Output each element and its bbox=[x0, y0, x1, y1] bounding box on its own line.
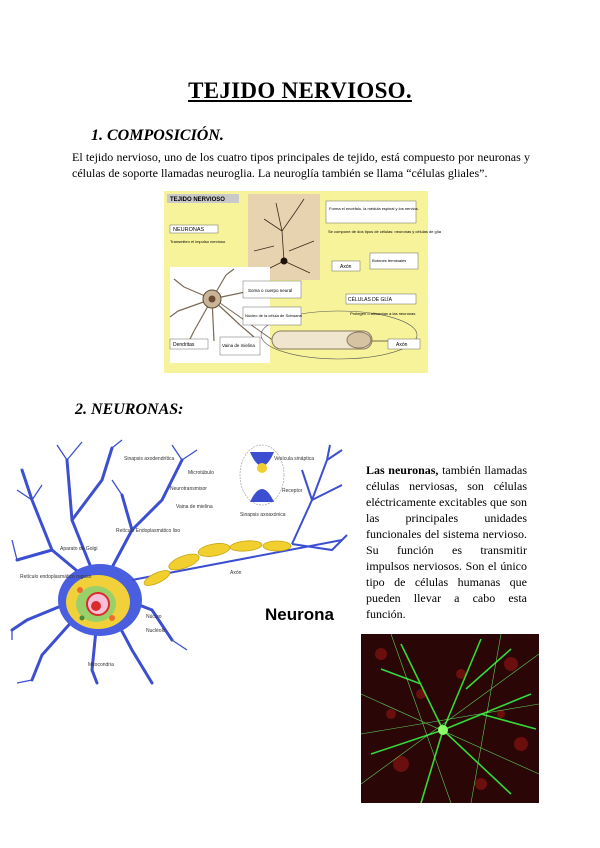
fig2-nucleolo: Nucléolo bbox=[146, 628, 166, 634]
fig2-mitocondria: Mitocondria bbox=[88, 662, 114, 668]
fig1-soma: Soma o cuerpo neural bbox=[248, 288, 293, 293]
fig2-nucleo: Núcleo bbox=[146, 614, 162, 620]
fig1-axon2: Axón bbox=[396, 342, 408, 348]
fig1-axon: Axón bbox=[340, 264, 352, 270]
fig2-sinapsis-axodendritica: Sinapsis axodendrítica bbox=[124, 456, 175, 462]
section-paragraph-composicion: El tejido nervioso, uno de los cuatro tipos principales de tejido, está compuesto por neuronas y células de soporte llamadas neuroglia. La neuroglía también se llama “células gliales”. bbox=[72, 150, 530, 180]
fig2-microtubulo: Microtúbulo bbox=[188, 470, 214, 476]
fig2-title: Neurona bbox=[265, 605, 334, 624]
fig1-nucleo: Núcleo de la célula de Schwann bbox=[245, 313, 302, 318]
paragraph-bold-lead: Las neuronas, bbox=[366, 463, 439, 477]
fig1-vaina: Vaina de mielina bbox=[222, 343, 255, 348]
fig1-neuronas: NEURONAS bbox=[173, 227, 205, 233]
fig2-vesicula: Vesícula sináptica bbox=[274, 456, 315, 462]
fig2-aparato-golgi: Aparato de Golgi bbox=[60, 546, 98, 552]
fig2-sinapsis-axoaxonica: Sinapsis axoaxónica bbox=[240, 512, 286, 518]
figure-neurona bbox=[12, 440, 348, 683]
fig1-protegen: Protegen o alimentan a las neuronas bbox=[350, 311, 416, 316]
fig1-forma: Forma el encéfalo, la médula espinal y los nervios. bbox=[329, 206, 419, 211]
fig1-compone: Se compone de dos tipos de células: neuronas y células de glía bbox=[328, 229, 441, 234]
fig2-axon: Axón bbox=[230, 570, 242, 576]
section-paragraph-neuronas bbox=[366, 462, 527, 622]
fig2-reticulo-rugoso: Retículo endoplasmático rugoso bbox=[20, 574, 92, 580]
figure-tejido-nervioso bbox=[164, 191, 441, 373]
section-heading-composicion: 1. COMPOSICIÓN. bbox=[91, 127, 224, 144]
fig2-neurotransmisor: Neurotransmisor bbox=[170, 486, 207, 492]
fig1-neuronas-desc: Transmiten el impulso nervioso bbox=[170, 239, 226, 244]
fig1-glia: CÉLULAS DE GLÍA bbox=[348, 297, 392, 303]
figure-micrografia-neuronas bbox=[361, 634, 539, 803]
fig1-dendritas: Dendritas bbox=[173, 342, 195, 348]
fig1-botones: Botones terminales bbox=[372, 258, 407, 263]
fig2-receptor: Receptor bbox=[282, 488, 303, 494]
fig1-header: TEJIDO NERVIOSO bbox=[170, 197, 225, 203]
fig2-vaina: Vaina de mielina bbox=[176, 504, 213, 510]
fig2-reticulo-liso: Retículo Endoplasmático liso bbox=[116, 528, 181, 534]
document-title: TEJIDO NERVIOSO. bbox=[188, 78, 412, 103]
paragraph-body: también llamadas células nerviosas, son células eléctricamente excitables que son las principales unidades funcionales del sistema nervioso. Su función es transmitir impulsos nerviosos. Son el único tipo de células humanas que pueden llevar a cabo esta función. bbox=[366, 463, 527, 621]
section-heading-neuronas: 2. NEURONAS: bbox=[75, 401, 184, 418]
